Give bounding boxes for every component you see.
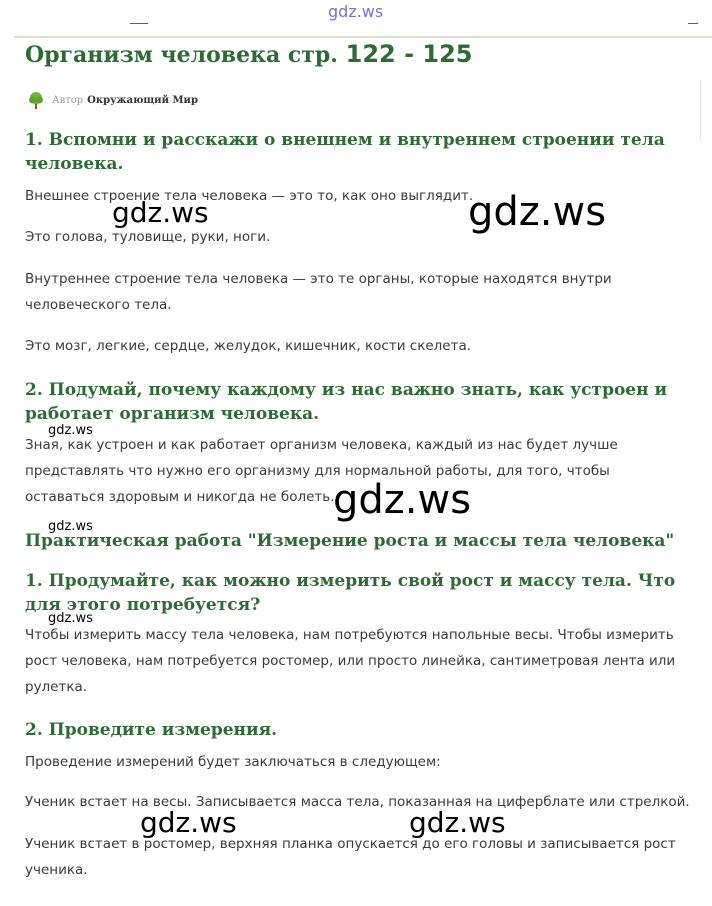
top-bar-divider-left xyxy=(130,23,148,24)
watermark: gdz.ws xyxy=(48,611,93,626)
top-bar xyxy=(0,0,712,34)
paragraph: Ученик встает на весы. Записывается масса тела, показанная на циферблате или стрелкой. xyxy=(25,794,690,810)
page-title-text: Организм человека стр. xyxy=(25,42,338,68)
section-heading: 1. Вспомни и расскажи о внешнем и внутреннем строении тела человека. xyxy=(25,130,665,174)
watermark: gdz.ws xyxy=(48,423,93,438)
author-line xyxy=(26,89,198,111)
top-bar-divider-right xyxy=(688,23,698,24)
watermark: gdz.ws xyxy=(468,189,607,235)
author-label: Автор xyxy=(52,94,84,106)
sidebar-edge xyxy=(700,80,712,140)
section-heading: Практическая работа "Измерение роста и массы тела человека" xyxy=(25,531,675,551)
watermark: gdz.ws xyxy=(409,806,506,839)
paragraph: Чтобы измерить массу тела человека, нам потребуются напольные весы. Чтобы измерить рост человека, нам потребуется ростомер, или просто линейка, сантиметровая лента или рулетка. xyxy=(25,627,676,695)
section-heading: 1. Продумайте, как можно измерить свой рост и массу тела. Что для этого потребуется? xyxy=(25,571,676,615)
paragraph: Проведение измерений будет заключаться в следующем: xyxy=(25,754,441,770)
section-heading: 2. Подумай, почему каждому из нас важно знать, как устроен и работает организм человека. xyxy=(25,380,668,424)
paragraph: Ученик встает в ростомер, верхняя планка опускается до его головы и записывается рост ученика. xyxy=(25,836,676,878)
page-title-pages: 122 - 125 xyxy=(345,40,473,68)
page-title xyxy=(25,40,473,68)
paragraph: Внутреннее строение тела человека — это те органы, которые находятся внутри человеческого тела. xyxy=(25,271,612,313)
header-rule xyxy=(14,36,712,38)
paragraph: Зная, как устроен и как работает организм человека, каждый из нас будет лучше представлять что нужно его организму для нормальной работы, для того, чтобы оставаться здоровым и никогда не болеть. xyxy=(25,437,618,505)
author-link[interactable]: Окружающий Мир xyxy=(87,94,198,106)
site-watermark: gdz.ws xyxy=(328,2,384,21)
tree-icon xyxy=(26,90,46,110)
watermark: gdz.ws xyxy=(333,477,472,523)
watermark: gdz.ws xyxy=(48,519,93,534)
paragraph: Внешнее строение тела человека — это то, как оно выглядит. xyxy=(25,188,474,204)
section-heading: 2. Проведите измерения. xyxy=(25,720,278,740)
paragraph: Это мозг, легкие, сердце, желудок, кишечник, кости скелета. xyxy=(25,338,472,354)
watermark: gdz.ws xyxy=(140,806,237,839)
watermark: gdz.ws xyxy=(112,196,209,229)
paragraph: Это голова, туловище, руки, ноги. xyxy=(25,229,271,245)
